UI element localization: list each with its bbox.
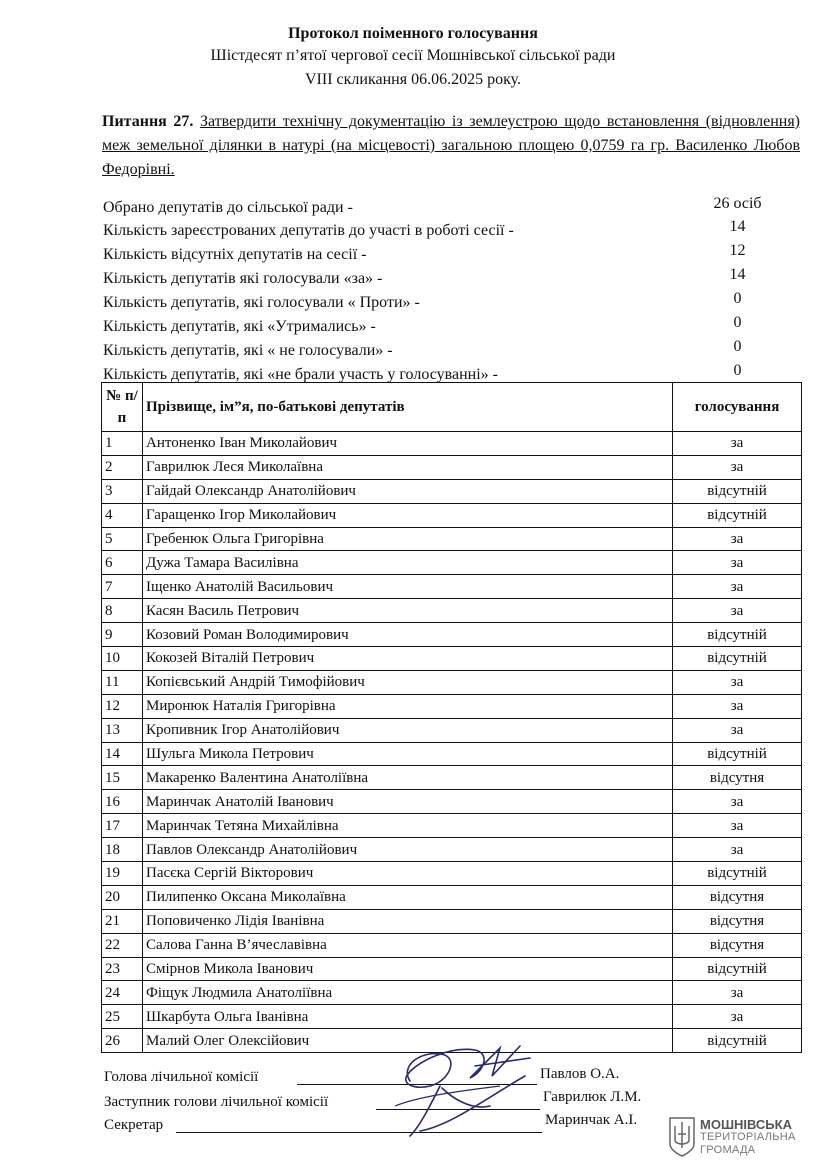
table-row (102, 1005, 802, 1029)
deputy-name: Пилипенко Оксана Миколаївна (143, 885, 673, 909)
question-label: Питання 27. (102, 113, 194, 130)
vote-result: відсутня (673, 885, 802, 909)
deputy-name: Макаренко Валентина Анатоліївна (143, 766, 673, 790)
deputy-name: Касян Василь Петрович (143, 599, 673, 623)
row-number: 15 (102, 766, 143, 790)
row-number: 1 (102, 432, 143, 456)
table-row (102, 599, 802, 623)
stat-label: Кількість депутатів, які голосували « Проти» - (103, 294, 420, 311)
vote-result: за (673, 694, 802, 718)
row-number: 18 (102, 838, 143, 862)
row-number: 2 (102, 455, 143, 479)
row-number: 16 (102, 790, 143, 814)
table-row (102, 838, 802, 862)
table-row (102, 718, 802, 742)
vote-result: за (673, 551, 802, 575)
vote-result: відсутній (673, 742, 802, 766)
vote-result: за (673, 1005, 802, 1029)
header-number: № п/п (102, 383, 143, 432)
row-number: 19 (102, 862, 143, 886)
deputy-name: Шкарбута Ольга Іванівна (143, 1005, 673, 1029)
deputy-name: Гайдай Олександр Анатолійович (143, 479, 673, 503)
table-row (102, 862, 802, 886)
vote-result: відсутній (673, 647, 802, 671)
row-number: 22 (102, 933, 143, 957)
table-row (102, 885, 802, 909)
table-row (102, 670, 802, 694)
vote-result: відсутній (673, 957, 802, 981)
row-number: 9 (102, 623, 143, 647)
logo-line-1: МОШНІВСЬКА (700, 1117, 792, 1132)
table-header-row (102, 383, 802, 432)
stat-value: 12 (729, 242, 746, 259)
row-number: 4 (102, 503, 143, 527)
deputy-name: Маринчак Тетяна Михайлівна (143, 814, 673, 838)
table-row (102, 647, 802, 671)
convocation-line: VIII скликання 06.06.2025 року. (304, 71, 522, 88)
vote-result: відсутній (673, 479, 802, 503)
signature-role-deputy: Заступник голови лічильної комісії (104, 1094, 329, 1110)
table-row (102, 527, 802, 551)
vote-result: відсутня (673, 909, 802, 933)
table-row (102, 957, 802, 981)
vote-result: відсутній (673, 623, 802, 647)
signature-role-chair: Голова лічильної комісії (104, 1069, 259, 1085)
stat-label: Кількість депутатів, які « не голосували» - (103, 342, 393, 359)
signature-name-chair: Павлов О.А. (540, 1066, 620, 1082)
table-row (102, 933, 802, 957)
deputy-name: Козовий Роман Володимирович (143, 623, 673, 647)
table-row (102, 455, 802, 479)
table-row (102, 766, 802, 790)
row-number: 5 (102, 527, 143, 551)
deputy-name: Кокозей Віталій Петрович (143, 647, 673, 671)
vote-result: за (673, 814, 802, 838)
vote-result: за (673, 599, 802, 623)
deputy-name: Смірнов Микола Іванович (143, 957, 673, 981)
vote-result: за (673, 455, 802, 479)
table-row (102, 432, 802, 456)
vote-result: за (673, 981, 802, 1005)
row-number: 13 (102, 718, 143, 742)
deputy-name: Копієвський Андрій Тимофійович (143, 670, 673, 694)
table-row (102, 479, 802, 503)
vote-result: відсутня (673, 933, 802, 957)
table-row (102, 551, 802, 575)
vote-result: відсутня (673, 766, 802, 790)
row-number: 6 (102, 551, 143, 575)
row-number: 17 (102, 814, 143, 838)
vote-result: за (673, 527, 802, 551)
deputy-name: Поповиченко Лідія Іванівна (143, 909, 673, 933)
vote-result: за (673, 790, 802, 814)
trident-icon (668, 1116, 696, 1158)
deputy-name: Іщенко Анатолій Васильович (143, 575, 673, 599)
logo-line-3: ГРОМАДА (700, 1144, 756, 1156)
header-vote: голосування (673, 383, 802, 432)
row-number: 10 (102, 647, 143, 671)
signature-role-secretary: Секретар (104, 1117, 164, 1133)
signature-name-secretary: Маринчак А.І. (545, 1112, 638, 1128)
document-title: Протокол поіменного голосування (288, 25, 538, 42)
deputy-name: Гаврилюк Леся Миколаївна (143, 455, 673, 479)
stat-value: 0 (733, 314, 742, 331)
deputy-name: Антоненко Іван Миколайович (143, 432, 673, 456)
row-number: 11 (102, 670, 143, 694)
table-row (102, 981, 802, 1005)
table-row (102, 694, 802, 718)
table-row (102, 909, 802, 933)
deputy-name: Маринчак Анатолій Іванович (143, 790, 673, 814)
deputy-name: Павлов Олександр Анатолійович (143, 838, 673, 862)
table-row (102, 503, 802, 527)
question-block (102, 110, 800, 182)
deputy-name: Пасєка Сергій Вікторович (143, 862, 673, 886)
deputy-name: Малий Олег Олексійович (143, 1029, 673, 1053)
stat-value: 14 (729, 218, 746, 235)
session-line: Шістдесят п’ятої чергової сесії Мошнівської сільської ради (210, 47, 616, 64)
table-row (102, 790, 802, 814)
deputy-name: Фіщук Людмила Анатоліївна (143, 981, 673, 1005)
stat-value: 26 осіб (713, 195, 762, 212)
vote-result: за (673, 718, 802, 742)
stat-value: 0 (733, 362, 742, 379)
vote-result: відсутній (673, 1029, 802, 1053)
row-number: 14 (102, 742, 143, 766)
handwritten-signature (380, 1036, 550, 1146)
stat-label: Кількість депутатів які голосували «за» - (103, 270, 383, 287)
table-row (102, 814, 802, 838)
row-number: 7 (102, 575, 143, 599)
vote-result: відсутній (673, 862, 802, 886)
deputy-name: Кропивник Ігор Анатолійович (143, 718, 673, 742)
row-number: 12 (102, 694, 143, 718)
row-number: 20 (102, 885, 143, 909)
table-row (102, 742, 802, 766)
row-number: 25 (102, 1005, 143, 1029)
stat-label: Кількість зареєстрованих депутатів до участі в роботі сесії - (103, 222, 514, 239)
vote-result: за (673, 575, 802, 599)
stat-value: 0 (733, 338, 742, 355)
deputy-name: Дужа Тамара Василівна (143, 551, 673, 575)
row-number: 3 (102, 479, 143, 503)
row-number: 8 (102, 599, 143, 623)
row-number: 26 (102, 1029, 143, 1053)
stat-label: Обрано депутатів до сільської ради - (103, 199, 353, 216)
table-row (102, 575, 802, 599)
deputy-name: Гребенюк Ольга Григорівна (143, 527, 673, 551)
stat-label: Кількість депутатів, які «Утримались» - (103, 318, 376, 335)
row-number: 24 (102, 981, 143, 1005)
deputy-name: Салова Ганна В’ячеславівна (143, 933, 673, 957)
table-body (102, 432, 802, 1053)
row-number: 21 (102, 909, 143, 933)
row-number: 23 (102, 957, 143, 981)
deputy-name: Шульга Микола Петрович (143, 742, 673, 766)
stat-value: 14 (729, 266, 746, 283)
vote-result: за (673, 838, 802, 862)
vote-result: відсутній (673, 503, 802, 527)
header-name: Прізвище, ім”я, по-батькові депутатів (143, 383, 673, 432)
stat-label: Кількість відсутніх депутатів на сесії - (103, 246, 367, 263)
stat-label: Кількість депутатів, які «не брали участь у голосуванні» - (103, 366, 498, 383)
vote-result: за (673, 432, 802, 456)
table-row (102, 623, 802, 647)
voting-table (101, 382, 802, 1053)
stat-value: 0 (733, 290, 742, 307)
question-text: Затвердити технічну документацію із землеустрою щодо встановлення (відновлення) меж земельної ділянки в натурі (на місцевості) загальною площею 0,0759 га гр. Василенко Любов Федорівні. (102, 113, 801, 178)
signature-name-deputy: Гаврилюк Л.М. (543, 1089, 642, 1105)
deputy-name: Гаращенко Ігор Миколайович (143, 503, 673, 527)
vote-result: за (673, 670, 802, 694)
deputy-name: Миронюк Наталія Григорівна (143, 694, 673, 718)
logo-line-2: ТЕРИТОРІАЛЬНА (700, 1131, 796, 1143)
